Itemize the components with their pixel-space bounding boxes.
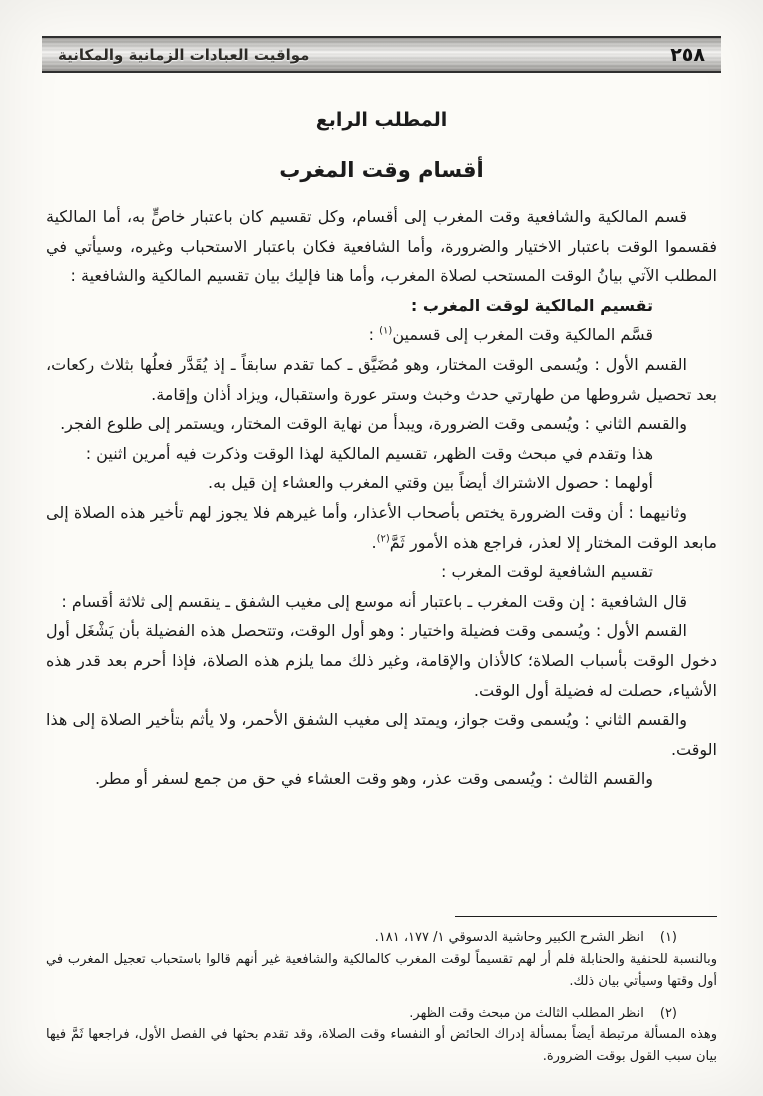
footnote-1 — [46, 927, 717, 992]
paragraph-first-point: أولهما : حصول الاشتراك أيضاً بين وقتي المغرب والعشاء إن قيل به. — [208, 473, 653, 493]
footnote-1-reference-line — [46, 927, 717, 949]
paragraph-second-point-text: وثانيهما : أن وقت الضرورة يختص بأصحاب الأعذار، وأما غيرهم فلا يجوز لهم تأخير هذه الصلاة إلى مابعد الوقت المختار إلا لعذر، فراجع هذه الأمور ثَمَّ — [46, 502, 717, 552]
paragraph-shafii-intro: قال الشافعية : إن وقت المغرب ـ باعتبار أنه موسع إلى مغيب الشفق ـ ينقسم إلى ثلاثة أقسام : — [61, 591, 687, 611]
paragraph-maliki-intro-tail: : — [368, 325, 380, 345]
paragraph-second-point-tail: . — [371, 532, 377, 552]
footnote-1-continuation: وبالنسبة للحنفية والحنابلة فلم أر لهم تقسيماً لوقت المغرب كالمالكية والشافعية غير أنهم قالوا باستحباب تعجيل المغرب في أول وقتها وسيأتي بيان ذلك. — [46, 951, 717, 989]
page-number: ٢٥٨ — [670, 43, 705, 66]
paragraph-maliki-second-division: والقسم الثاني : ويُسمى وقت الضرورة، ويبدأ من نهاية الوقت المختار، ويستمر إلى طلوع الفجر. — [60, 414, 687, 434]
paragraph-intro: قسم المالكية والشافعية وقت المغرب إلى أقسام، وكل تقسيم كان باعتبار خاصٍّ به، أما المالكية فقسموا الوقت باعتبار الاختيار والضرورة، وأما الشافعية فكان باعتبار الاستحباب وغيره، وسيأتي في المطلب الآتي بيانُ الوقت المستحب لصلاة المغرب، وأما هنا فإليك بيان تقسيم المالكية والشافعية : — [46, 207, 717, 286]
paragraph-shafii-first-division: القسم الأول : ويُسمى وقت فضيلة واختيار : وهو أول الوقت، وتتحصل هذه الفضيلة بأن يَشْغَل أول دخول الوقت بأسباب الصلاة؛ كالأذان والإقامة، وغير ذلك مما يلزم هذه الصلاة، فإذا أحرم بعد قدر هذه الأشياء، حصلت له فضيلة أول الوقت. — [46, 621, 717, 700]
footnote-2-continuation: وهذه المسألة مرتبطة أيضاً بمسألة إدراك الحائض أو النفساء وقت الصلاة، وقد تقدم بحثها في الفصل الأول، فراجعها ثَمَّ فيها بيان سبب القول بوقت الضرورة. — [46, 1027, 717, 1065]
body-text — [46, 202, 717, 794]
footnote-ref-2: (٢) — [376, 533, 390, 545]
footnote-1-text: انظر الشرح الكبير وحاشية الدسوقي ١/ ١٧٧، ١٨١. — [374, 930, 644, 946]
book-title: مواقيت العبادات الزمانية والمكانية — [58, 45, 310, 64]
footnote-ref-1: (١) — [379, 326, 393, 338]
paragraph-shafii-third-division: والقسم الثالث : ويُسمى وقت عذر، وهو وقت العشاء في حق من جمع لسفر أو مطر. — [94, 769, 653, 789]
footnote-2-reference-line — [46, 1003, 717, 1025]
heading-maliki-division: تقسيم المالكية لوقت المغرب : — [410, 295, 653, 315]
footnote-2-text: انظر المطلب الثالث من مبحث وقت الظهر. — [409, 1005, 644, 1021]
section-title: المطلب الرابع — [315, 109, 448, 131]
paragraph-second-point — [46, 498, 717, 557]
paragraph-dhuhr-note: هذا وتقدم في مبحث وقت الظهر، تقسيم المالكية لهذا الوقت وذكرت فيه أمرين اثنين : — [85, 443, 653, 463]
heading-shafii-division: تقسيم الشافعية لوقت المغرب : — [441, 562, 653, 582]
section-subtitle: أقسام وقت المغرب — [279, 158, 484, 182]
page-header-band — [42, 36, 721, 73]
paragraph-shafii-second-division: والقسم الثاني : ويُسمى وقت جواز، ويمتد إلى مغيب الشفق الأحمر، ولا يأثم بتأخير الصلاة إلى هذا الوقت. — [46, 710, 717, 759]
footnote-2 — [46, 1003, 717, 1068]
paragraph-maliki-intro-text: قسَّم المالكية وقت المغرب إلى قسمين — [392, 325, 653, 345]
footnotes-section — [46, 916, 717, 1068]
paragraph-maliki-first-division: القسم الأول : ويُسمى الوقت المختار، وهو مُضَيَّق ـ كما تقدم سابقاً ـ إذ يُقَدَّر فعلُها بثلاث ركعات، بعد تحصيل شروطها من طهارتي حدث وخبث وستر عورة واستقبال، ويزاد أذان وإقامة. — [46, 354, 717, 404]
footnote-1-marker: (١) — [659, 930, 677, 946]
paragraph-maliki-intro — [46, 320, 717, 350]
footnote-2-marker: (٢) — [659, 1005, 677, 1021]
footnote-separator — [455, 916, 717, 917]
